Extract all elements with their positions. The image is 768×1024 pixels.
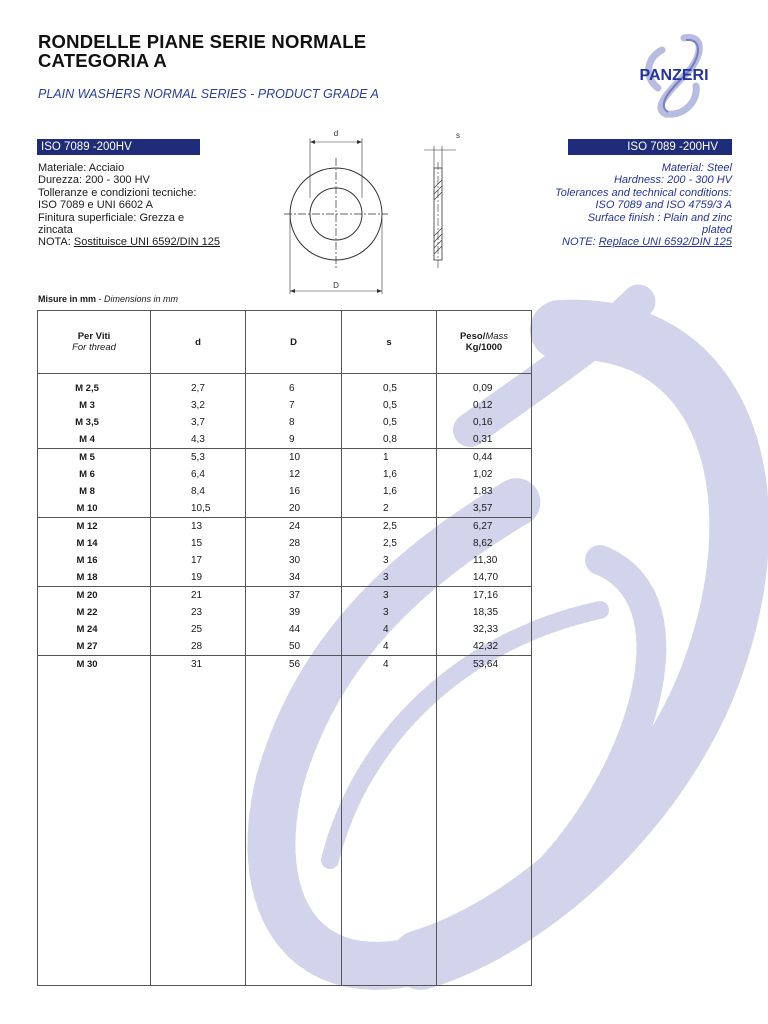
cell-mass: 17,16 bbox=[437, 587, 532, 605]
cell-d: 3,7 bbox=[151, 414, 246, 431]
washer-diagram bbox=[284, 128, 484, 298]
cell-thread: M 2,5 bbox=[38, 380, 151, 397]
units-italian: Misure in mm bbox=[38, 294, 97, 304]
table-row bbox=[38, 483, 532, 500]
cell-mass: 1,83 bbox=[437, 483, 532, 500]
cell-thread: M 12 bbox=[38, 518, 151, 536]
cell-thread: M 22 bbox=[38, 604, 151, 621]
standard-badge-right: ISO 7089 -200HV bbox=[568, 139, 732, 155]
table-row bbox=[38, 397, 532, 414]
cell-D: 30 bbox=[246, 552, 342, 569]
specs-english bbox=[520, 162, 732, 249]
label-d: d bbox=[333, 129, 339, 138]
table-header-row bbox=[38, 311, 532, 374]
cell-d: 28 bbox=[151, 638, 246, 656]
cell-D: 7 bbox=[246, 397, 342, 414]
header-D: D bbox=[246, 311, 342, 374]
cell-s: 0,5 bbox=[342, 380, 437, 397]
cell-D: 34 bbox=[246, 569, 342, 587]
cell-d: 5,3 bbox=[151, 449, 246, 467]
cell-s: 3 bbox=[342, 569, 437, 587]
cell-thread: M 3 bbox=[38, 397, 151, 414]
cell-D: 9 bbox=[246, 431, 342, 449]
page-title bbox=[38, 32, 366, 70]
cell-D: 24 bbox=[246, 518, 342, 536]
cell-D: 28 bbox=[246, 535, 342, 552]
logo-swirl-icon bbox=[606, 28, 742, 120]
table-row bbox=[38, 552, 532, 569]
cell-thread: M 5 bbox=[38, 449, 151, 467]
table-row bbox=[38, 500, 532, 518]
table-row bbox=[38, 569, 532, 587]
header-thread: Per Viti For thread bbox=[38, 311, 151, 374]
label-D: D bbox=[333, 281, 339, 290]
page-subtitle: PLAIN WASHERS NORMAL SERIES - PRODUCT GRADE A bbox=[38, 87, 379, 101]
cell-d: 17 bbox=[151, 552, 246, 569]
logo-text: PANZERI bbox=[639, 67, 709, 84]
spec-finish-1: Finitura superficiale: Grezza e bbox=[38, 211, 185, 224]
cell-thread: M 30 bbox=[38, 656, 151, 674]
cell-D: 12 bbox=[246, 466, 342, 483]
table-row bbox=[38, 638, 532, 656]
cell-s: 4 bbox=[342, 621, 437, 638]
header-s: s bbox=[342, 311, 437, 374]
cell-mass: 8,62 bbox=[437, 535, 532, 552]
cell-d: 21 bbox=[151, 587, 246, 605]
cell-mass: 42,32 bbox=[437, 638, 532, 656]
cell-s: 1,6 bbox=[342, 483, 437, 500]
title-line-2: CATEGORIA A bbox=[38, 50, 167, 71]
cell-mass: 6,27 bbox=[437, 518, 532, 536]
spec-note bbox=[520, 236, 732, 248]
cell-d: 8,4 bbox=[151, 483, 246, 500]
table-row bbox=[38, 587, 532, 605]
cell-D: 37 bbox=[246, 587, 342, 605]
cell-thread: M 16 bbox=[38, 552, 151, 569]
cell-mass: 3,57 bbox=[437, 500, 532, 518]
cell-D: 8 bbox=[246, 414, 342, 431]
washer-dimensions-table bbox=[37, 310, 532, 986]
cell-mass: 14,70 bbox=[437, 569, 532, 587]
cell-thread: M 10 bbox=[38, 500, 151, 518]
cell-mass: 18,35 bbox=[437, 604, 532, 621]
cell-s: 0,8 bbox=[342, 431, 437, 449]
cell-D: 44 bbox=[246, 621, 342, 638]
cell-mass: 11,30 bbox=[437, 552, 532, 569]
cell-thread: M 14 bbox=[38, 535, 151, 552]
table-row bbox=[38, 518, 532, 536]
note-label: NOTA: bbox=[38, 236, 74, 249]
spec-material: Materiale: Acciaio bbox=[38, 162, 125, 174]
cell-d: 15 bbox=[151, 535, 246, 552]
cell-mass: 0,31 bbox=[437, 431, 532, 449]
cell-d: 25 bbox=[151, 621, 246, 638]
table-row bbox=[38, 535, 532, 552]
cell-d: 2,7 bbox=[151, 380, 246, 397]
header-d: d bbox=[151, 311, 246, 374]
cell-s: 1 bbox=[342, 449, 437, 467]
cell-d: 4,3 bbox=[151, 431, 246, 449]
cell-s: 3 bbox=[342, 552, 437, 569]
cell-d: 19 bbox=[151, 569, 246, 587]
units-note: Misure in mm - Dimensions in mm bbox=[38, 294, 179, 304]
cell-D: 56 bbox=[246, 656, 342, 674]
cell-thread: M 8 bbox=[38, 483, 151, 500]
table-row bbox=[38, 431, 532, 449]
cell-d: 10,5 bbox=[151, 500, 246, 518]
cell-thread: M 24 bbox=[38, 621, 151, 638]
cell-s: 3 bbox=[342, 604, 437, 621]
spec-finish-2: plated bbox=[702, 224, 732, 237]
cell-d: 6,4 bbox=[151, 466, 246, 483]
table-row bbox=[38, 466, 532, 483]
cell-mass: 0,16 bbox=[437, 414, 532, 431]
cell-s: 2 bbox=[342, 500, 437, 518]
spec-hardness: Durezza: 200 - 300 HV bbox=[38, 174, 150, 187]
spec-hardness: Hardness: 200 - 300 HV bbox=[613, 174, 732, 187]
spec-finish-1: Surface finish : Plain and zinc bbox=[587, 211, 732, 224]
cell-s: 4 bbox=[342, 638, 437, 656]
spec-note bbox=[38, 236, 238, 248]
label-s: s bbox=[456, 131, 460, 140]
cell-s: 2,5 bbox=[342, 535, 437, 552]
cell-thread: M 27 bbox=[38, 638, 151, 656]
cell-s: 3 bbox=[342, 587, 437, 605]
cell-thread: M 20 bbox=[38, 587, 151, 605]
cell-D: 39 bbox=[246, 604, 342, 621]
panzeri-logo bbox=[606, 28, 742, 120]
title-line-1: RONDELLE PIANE SERIE NORMALE bbox=[38, 31, 367, 52]
table-row bbox=[38, 380, 532, 397]
cell-D: 6 bbox=[246, 380, 342, 397]
cell-s: 0,5 bbox=[342, 397, 437, 414]
cell-d: 31 bbox=[151, 656, 246, 674]
cell-s: 4 bbox=[342, 656, 437, 674]
cell-d: 3,2 bbox=[151, 397, 246, 414]
cell-mass: 0,44 bbox=[437, 449, 532, 467]
cell-D: 50 bbox=[246, 638, 342, 656]
cell-s: 2,5 bbox=[342, 518, 437, 536]
spec-tolerances: Tolleranze e condizioni tecniche: bbox=[38, 186, 197, 199]
cell-thread: M 18 bbox=[38, 569, 151, 587]
note-value: Replace UNI 6592/DIN 125 bbox=[598, 236, 732, 249]
table-empty-area bbox=[38, 673, 532, 986]
cell-mass: 1,02 bbox=[437, 466, 532, 483]
specs-italian bbox=[38, 162, 238, 249]
table-row bbox=[38, 656, 532, 674]
cell-mass: 32,33 bbox=[437, 621, 532, 638]
table-row bbox=[38, 414, 532, 431]
cell-mass: 0,12 bbox=[437, 397, 532, 414]
spec-tolerances-standard: ISO 7089 e UNI 6602 A bbox=[38, 199, 153, 212]
cell-thread: M 4 bbox=[38, 431, 151, 449]
cell-s: 1,6 bbox=[342, 466, 437, 483]
cell-d: 13 bbox=[151, 518, 246, 536]
cell-thread: M 6 bbox=[38, 466, 151, 483]
table-row bbox=[38, 449, 532, 467]
cell-D: 16 bbox=[246, 483, 342, 500]
spec-tolerances: Tolerances and technical conditions: bbox=[555, 186, 732, 199]
cell-s: 0,5 bbox=[342, 414, 437, 431]
spec-material: Material: Steel bbox=[661, 162, 732, 174]
spec-finish-2: zincata bbox=[38, 224, 73, 237]
cell-thread: M 3,5 bbox=[38, 414, 151, 431]
cell-D: 20 bbox=[246, 500, 342, 518]
cell-d: 23 bbox=[151, 604, 246, 621]
table-row bbox=[38, 604, 532, 621]
cell-mass: 53,64 bbox=[437, 656, 532, 674]
standard-badge-left: ISO 7089 -200HV bbox=[37, 139, 200, 155]
spec-tolerances-standard: ISO 7089 and ISO 4759/3 A bbox=[595, 199, 732, 212]
table-row bbox=[38, 621, 532, 638]
units-english: Dimensions in mm bbox=[104, 294, 179, 304]
note-value: Sostituisce UNI 6592/DIN 125 bbox=[73, 236, 220, 249]
note-label: NOTE: bbox=[562, 236, 599, 249]
cell-mass: 0,09 bbox=[437, 380, 532, 397]
cell-D: 10 bbox=[246, 449, 342, 467]
header-mass: Peso/Mass Kg/1000 bbox=[437, 311, 532, 374]
